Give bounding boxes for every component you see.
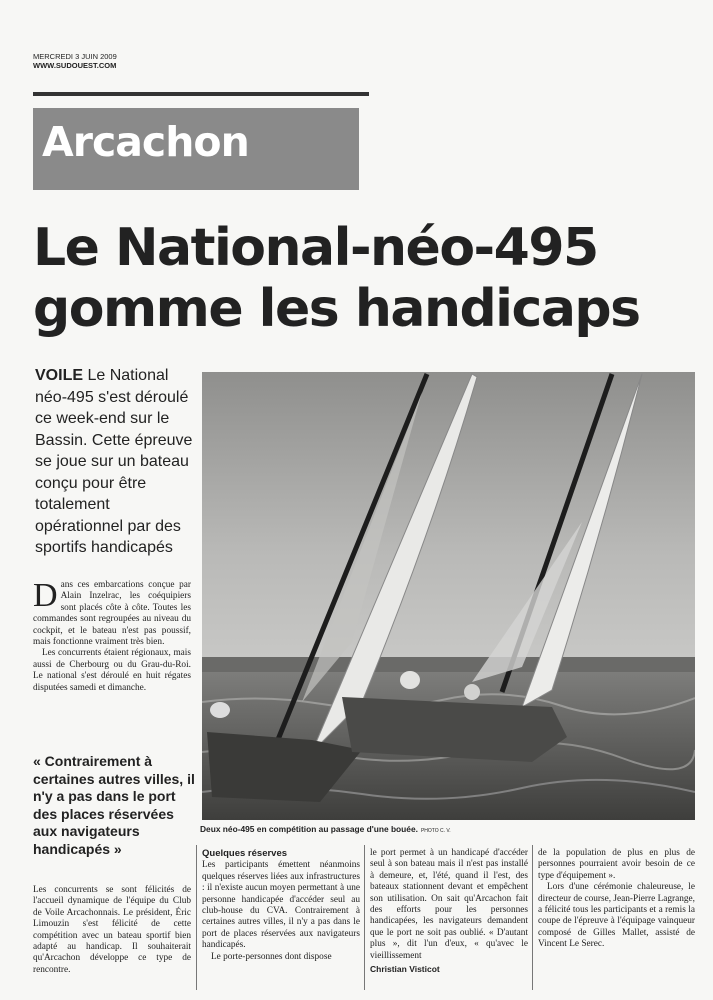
- lead-text: Le National néo-495 s'est déroulé ce week-end sur le Bassin. Cette épreuve se joue sur un bateau conçu pour être totalement opérationnel par des sportifs handicapés: [35, 367, 193, 556]
- paragraph-6: le port permet à un handicapé d'accéder seul à son bateau mais il n'est pas installé à demeure, et, l'été, quand il l'est, des bateaux stationnent devant et empêchent son utilisation. On sait qu'Arcachon fait des efforts pour les personnes handicapées, les navigateurs demandent que le port ne soit pas oublié. « D'autant plus », dit l'un d'eux, « qu'avec le vieillissement: [370, 848, 528, 961]
- caption-text: Deux néo-495 en compétition au passage d'une bouée.: [200, 824, 418, 834]
- column-2: [202, 848, 360, 963]
- paragraph-3: Les concurrents se sont félicités de l'accueil dynamique de l'équipe du Club de Voile Arcachonnais. Le président, Éric Limouzin s'est félicité de cette compétition avec un bateau sportif bien adapté au handicap. Il souhaiterait qu'Arcachon développe ce type de rencontre.: [33, 885, 191, 975]
- photo-caption: [200, 824, 695, 834]
- sailing-photo: [202, 372, 695, 820]
- date: MERCREDI 3 JUIN 2009: [33, 52, 117, 61]
- column-divider: [196, 845, 197, 990]
- paragraph-2: Les concurrents étaient régionaux, mais aussi de Cherbourg ou du Grau-du-Roi. Le national s'est déroulé en huit régates disputées samedi et dimanche.: [33, 648, 191, 693]
- sailboats-image: [202, 372, 695, 820]
- section-title: Arcachon: [42, 118, 249, 166]
- pull-quote: « Contrairement à certaines autres villes, il n'y a pas dans le port des places réservées aux navigateurs handicapés »: [33, 753, 195, 857]
- lead-paragraph: [35, 365, 200, 559]
- column-divider: [364, 845, 365, 990]
- photo-credit: PHOTO C. V.: [420, 828, 451, 834]
- website: WWW.SUDOUEST.COM: [33, 61, 117, 70]
- paragraph-1: ans ces embarcations conçue par Alain Inzelrac, les coéquipiers sont placés côte à côte. Toutes les commandes sont regroupées au niveau du cockpit, et le bateau n'est pas poussif, mais fonctionne vraiment très bien.: [33, 580, 191, 648]
- headline-line-1: Le National-néo-495: [33, 218, 598, 278]
- dateline: [33, 52, 117, 70]
- top-rule: [33, 92, 369, 96]
- column-1-bottom: [33, 885, 191, 976]
- author-signature: Christian Visticot: [370, 964, 440, 975]
- section-banner: [33, 108, 359, 190]
- column-1-top: [33, 577, 191, 694]
- paragraph-7: de la population de plus en plus de personnes pourraient avoir besoin de ce type d'équipement ».: [538, 848, 695, 881]
- headline-line-2: gomme les handicaps: [33, 279, 640, 339]
- column-4: [538, 848, 695, 951]
- paragraph-4: Les participants émettent néanmoins quelques réserves liées aux infrastructures : il n'existe aucun moyen permettant à une personne handicapée d'accéder seul au club-house du CVA. Contrairement à certaines autres villes, il n'y a pas dans le port de places réservées aux navigateurs handicapés.: [202, 860, 360, 951]
- paragraph-8: Lors d'une cérémonie chaleureuse, le directeur de course, Jean-Pierre Lagrange, a félicité tous les participants et a remis la coupe de l'épreuve à l'équipage vainqueur composé de Gilles Mallet, assisté de Vincent Le Serec.: [538, 882, 695, 950]
- subhead: Quelques réserves: [202, 848, 288, 859]
- headline: [33, 218, 693, 340]
- drop-cap: D: [33, 577, 58, 614]
- column-divider: [532, 845, 533, 990]
- paragraph-5: Le porte-personnes dont dispose: [211, 951, 332, 962]
- lead-kicker: VOILE: [35, 367, 84, 384]
- column-3: [370, 848, 528, 975]
